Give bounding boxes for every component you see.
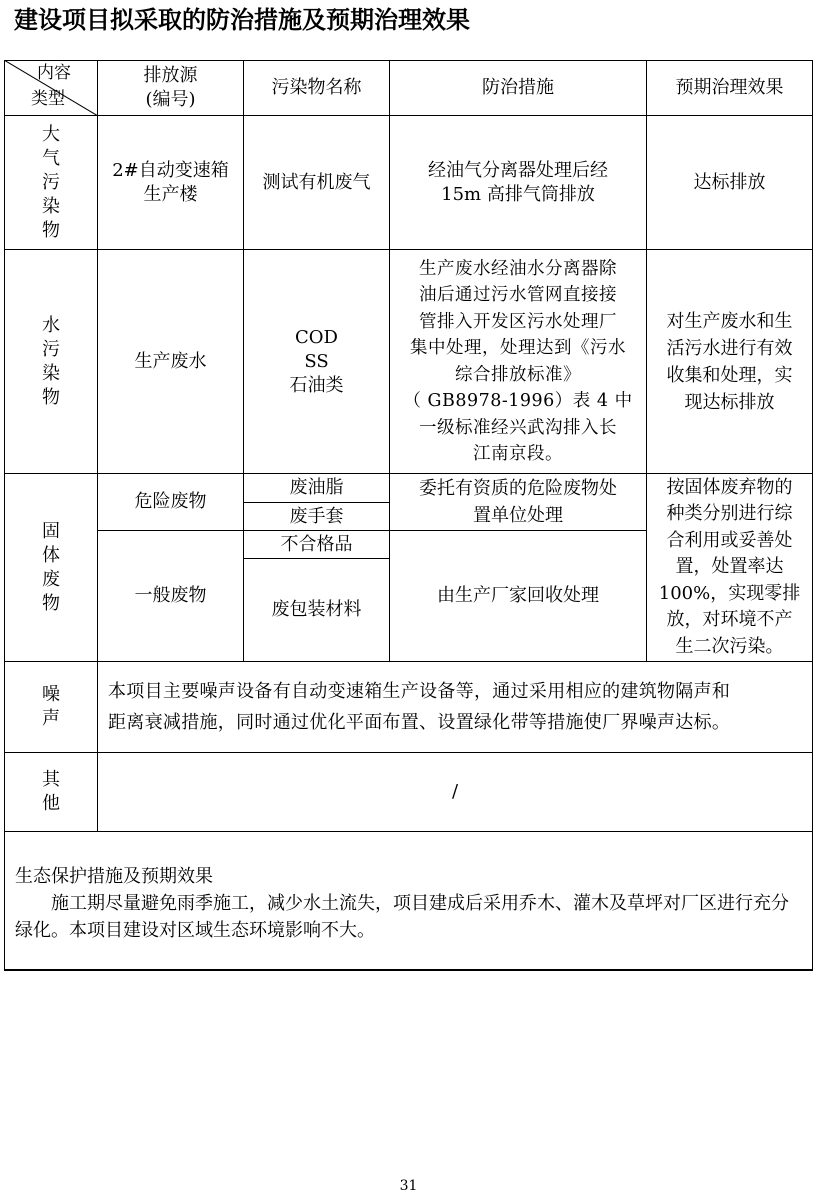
page-number: 31 [399,1178,418,1194]
solid-type: 固 体 废 物 [4,473,98,662]
air-measure: 经油气分离器处理后经 15m 高排气筒排放 [389,115,647,250]
water-source: 生产废水 [97,249,244,474]
eco-section [4,831,813,971]
solid-gen-item-2: 废包装材料 [243,558,390,662]
solid-hazardous: 危险废物 [97,473,244,531]
water-pollutant: COD SS 石油类 [243,249,390,474]
header-content-label: 内容 [37,63,71,83]
solid-haz-item-2: 废手套 [243,502,390,531]
eco-body: 施工期尽量避免雨季施工，减少水土流失，项目建成后采用乔木、灌木及草坪对厂区进行充分绿化。本项目建设对区域生态环境影响不大。 [15,893,789,941]
header-type-content-cell [4,60,98,116]
header-pollutant: 污染物名称 [243,60,390,116]
noise-text: 本项目主要噪声设备有自动变速箱生产设备等，通过采用相应的建筑物隔声和 距离衰减措施，同时通过优化平面布置、设置绿化带等措施使厂界噪声达标。 [97,661,813,753]
solid-gen-item-1: 不合格品 [243,530,390,559]
water-type: 水 污 染 物 [4,249,98,474]
header-type-label: 类型 [31,89,65,109]
other-text: / [97,752,813,832]
solid-haz-measure: 委托有资质的危险废物处 置单位处理 [389,473,647,531]
eco-title: 生态保护措施及预期效果 [15,866,213,887]
solid-haz-item-1: 废油脂 [243,473,390,503]
header-source: 排放源 (编号) [97,60,244,116]
air-source: 2#自动变速箱 生产楼 [97,115,244,250]
water-effect: 对生产废水和生 活污水进行有效 收集和处理，实 现达标排放 [646,249,813,474]
air-pollutant: 测试有机废气 [243,115,390,250]
page-title: 建设项目拟采取的防治措施及预期治理效果 [14,6,470,34]
solid-general: 一般废物 [97,530,244,662]
noise-type: 噪 声 [4,661,98,753]
header-measure: 防治措施 [389,60,647,116]
air-effect: 达标排放 [646,115,813,250]
other-type: 其 他 [4,752,98,832]
solid-effect: 按固体废弃物的 种类分别进行综 合利用或妥善处 置，处置率达 100%，实现零排 放，对环境不产 生二次污染。 [646,473,813,662]
header-effect: 预期治理效果 [646,60,813,116]
air-type: 大 气 污 染 物 [4,115,98,250]
solid-gen-measure: 由生产厂家回收处理 [389,530,647,662]
water-measure: 生产废水经油水分离器除 油后通过污水管网直接接 管排入开发区污水处理厂 集中处理，处理达到《污水 综合排放标准》 （ GB8978-1996）表 4 中 一级标准经兴武沟排入长 江南京段。 [389,249,647,474]
